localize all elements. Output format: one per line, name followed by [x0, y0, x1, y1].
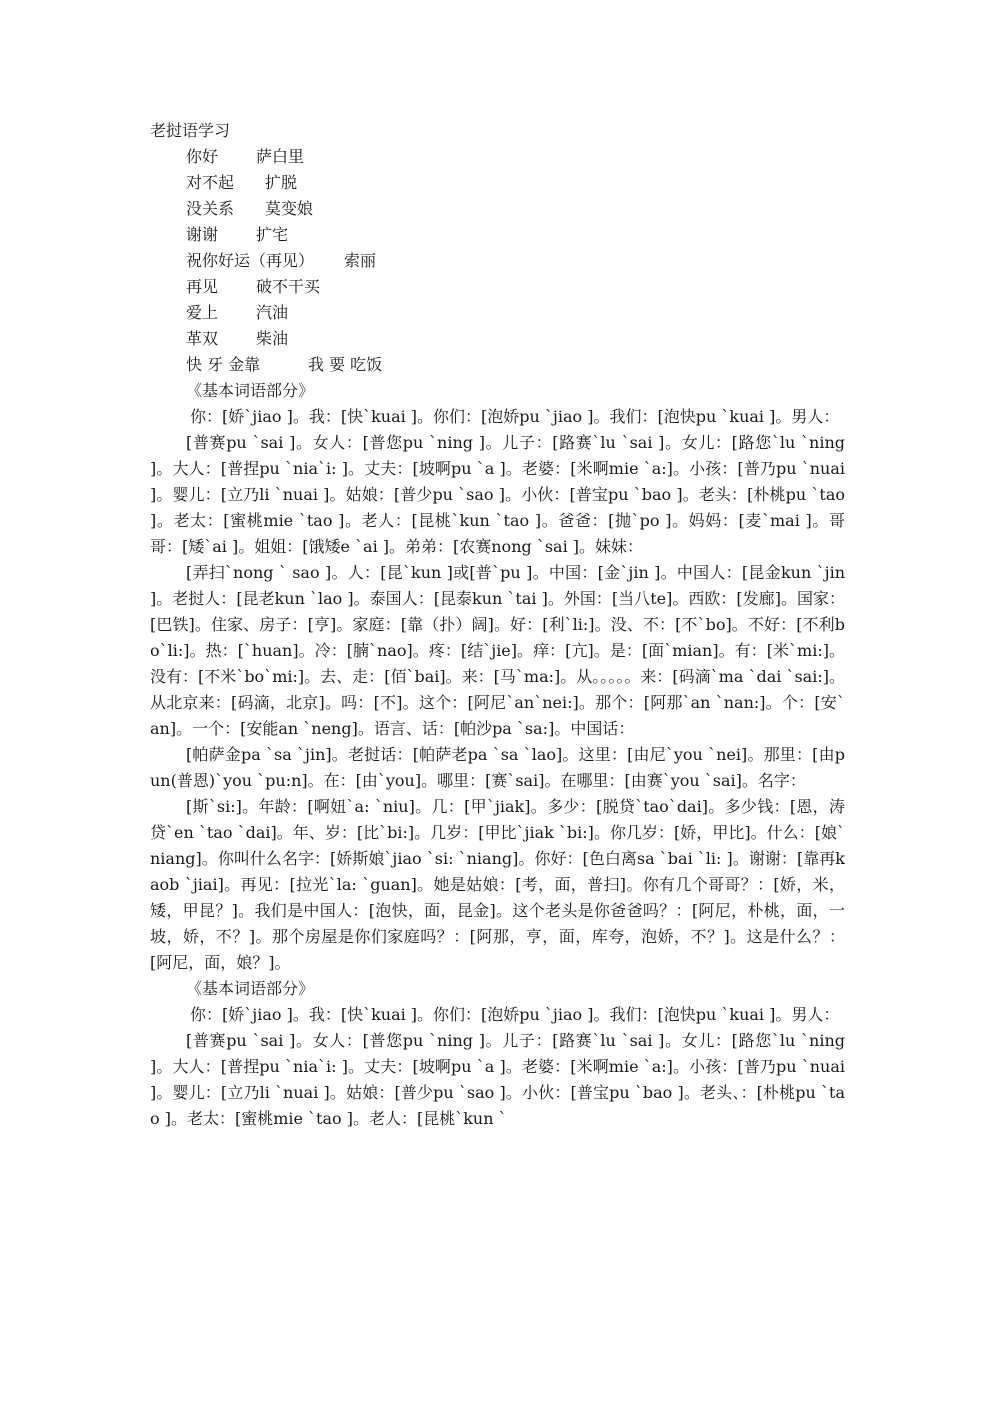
phrase-row — [150, 326, 845, 352]
phrase-chinese: 祝你好运（再见） — [186, 251, 315, 270]
phrase-chinese: 革双 — [186, 329, 219, 348]
phrase-row — [150, 352, 845, 378]
phrase-row — [150, 170, 845, 196]
phrase-row — [150, 300, 845, 326]
phrase-list — [150, 144, 845, 378]
phrase-row — [150, 248, 845, 274]
vocabulary-paragraph: [斯`si:]。年龄：[啊妞`a: `niu]。几：[甲`jiak]。多少：[脱贷`tao`dai]。多少钱：[恩，涛贷`en `tao `dai]。年、岁：[比`bi:]。几岁：[甲比`jiak `bi:]。你几岁：[娇，甲比]。什么：[娘`niang]。你叫什么名字：[娇斯娘`jiao `si: `niang]。你好：[色白离sa `bai `li: ]。谢谢：[靠再kaob `jiai]。再见：[拉光`la: `guan]。她是姑娘：[考，面，普扫]。你有几个哥哥？：[娇，米，矮，甲昆？]。我们是中国人：[泡快，面，昆金]。这个老头是你爸爸吗？：[阿尼，朴桃，面，一坡，娇，不？]。那个房屋是你们家庭吗？：[阿那，亨，面，库夸，泡娇，不？]。这是什么？：[阿尼，面，娘？]。 — [150, 797, 845, 972]
document-title: 老挝语学习 — [150, 121, 231, 140]
phrase-chinese: 没关系 — [186, 199, 235, 218]
section-heading: 《基本词语部分》 — [186, 381, 315, 400]
phrase-lao: 扩脱 — [265, 173, 298, 192]
phrase-row — [150, 144, 845, 170]
vocabulary-paragraph: [弄扫`nong ` sao ]。人：[昆`kun ]或[普`pu ]。中国：[金`jin ]。中国人：[昆金kun `jin ]。老挝人：[昆老kun `lao ]。泰国人：[昆泰kun `tai ]。外国：[当八te]。西欧：[发廊]。国家：[巴铁]。住家、房子：[亨]。家庭：[靠（扑）阔]。好：[利`li:]。没、不：[不`bo]。不好：[不利bo`li:]。热：[`huan]。冷：[腩`nao]。疼：[结`jie]。痒：[亢]。是：[面`mian]。有：[米`mi:]。没有：[不米`bo`mi:]。去、走：[佰`bai]。来：[马`ma:]。从。。。。。来：[码滴`ma `dai `sai:]。从北京来：[码滴，北京]。吗：[不]。这个：[阿尼`an`nei:]。那个：[阿那`an `nan:]。个：[安`an]。一个：[安能an `neng]。语言、话：[帕沙pa `sa:]。中国话： — [150, 563, 845, 738]
vocabulary-paragraph: 你：[娇`jiao ]。我：[快`kuai ]。你们：[泡娇pu `jiao ]。我们：[泡快pu `kuai ]。男人： — [190, 1005, 840, 1024]
phrase-lao: 扩宅 — [256, 225, 289, 244]
phrase-chinese: 爱上 — [186, 303, 219, 322]
phrase-chinese: 你好 — [186, 147, 219, 166]
vocabulary-paragraph: [帕萨金pa `sa `jin]。老挝话：[帕萨老pa `sa `lao]。这里：[由尼`you `nei]。那里：[由pun(普恩)`you `pu:n]。在：[由`you]。哪里：[赛`sai]。在哪里：[由赛`you `sai]。名字： — [150, 745, 845, 790]
phrase-lao: 我 要 吃饭 — [308, 355, 383, 374]
phrase-lao: 汽油 — [256, 303, 289, 322]
phrase-chinese: 快 牙 金靠 — [186, 355, 261, 374]
vocabulary-section-repeat — [150, 976, 845, 1132]
vocabulary-section — [150, 378, 845, 976]
phrase-lao: 柴油 — [256, 329, 289, 348]
section-heading: 《基本词语部分》 — [186, 979, 315, 998]
vocabulary-paragraph: [普赛pu `sai ]。女人：[普您pu `ning ]。儿子：[路赛`lu `sai ]。女儿：[路您`lu `ning ]。大人：[普捏pu `nia`i: ]。丈夫：[坡啊pu `a ]。老婆：[米啊mie `a:]。小孩：[普乃pu `nuai ]。婴儿：[立乃li `nuai ]。姑娘：[普少pu `sao ]。小伙：[普宝pu `bao ]。老头、：[朴桃pu `tao ]。老太：[蜜桃mie `tao ]。老人：[昆桃`kun ` — [150, 1031, 845, 1128]
vocabulary-paragraph: [普赛pu `sai ]。女人：[普您pu `ning ]。儿子：[路赛`lu `sai ]。女儿：[路您`lu `ning ]。大人：[普捏pu `nia`i: ]。丈夫：[坡啊pu `a ]。老婆：[米啊mie `a:]。小孩：[普乃pu `nuai ]。婴儿：[立乃li `nuai ]。姑娘：[普少pu `sao ]。小伙：[普宝pu `bao ]。老头：[朴桃pu `tao ]。老太：[蜜桃mie `tao ]。老人：[昆桃`kun `tao ]。爸爸：[抛`po ]。妈妈：[麦`mai ]。哥哥：[矮`ai ]。姐姐：[饿矮e `ai ]。弟弟：[农赛nong `sai ]。妹妹： — [150, 433, 845, 556]
phrase-chinese: 对不起 — [186, 173, 235, 192]
phrase-chinese: 谢谢 — [186, 225, 219, 244]
phrase-row — [150, 274, 845, 300]
phrase-chinese: 再见 — [186, 277, 219, 296]
document-page — [150, 118, 845, 1132]
phrase-lao: 破不干买 — [256, 277, 321, 296]
vocabulary-paragraph: 你：[娇`jiao ]。我：[快`kuai ]。你们：[泡娇pu `jiao ]。我们：[泡快pu `kuai ]。男人： — [190, 407, 840, 426]
phrase-row — [150, 196, 845, 222]
phrase-lao: 索丽 — [344, 251, 377, 270]
phrase-lao: 莫变娘 — [265, 199, 314, 218]
phrase-row — [150, 222, 845, 248]
phrase-lao: 萨白里 — [256, 147, 305, 166]
